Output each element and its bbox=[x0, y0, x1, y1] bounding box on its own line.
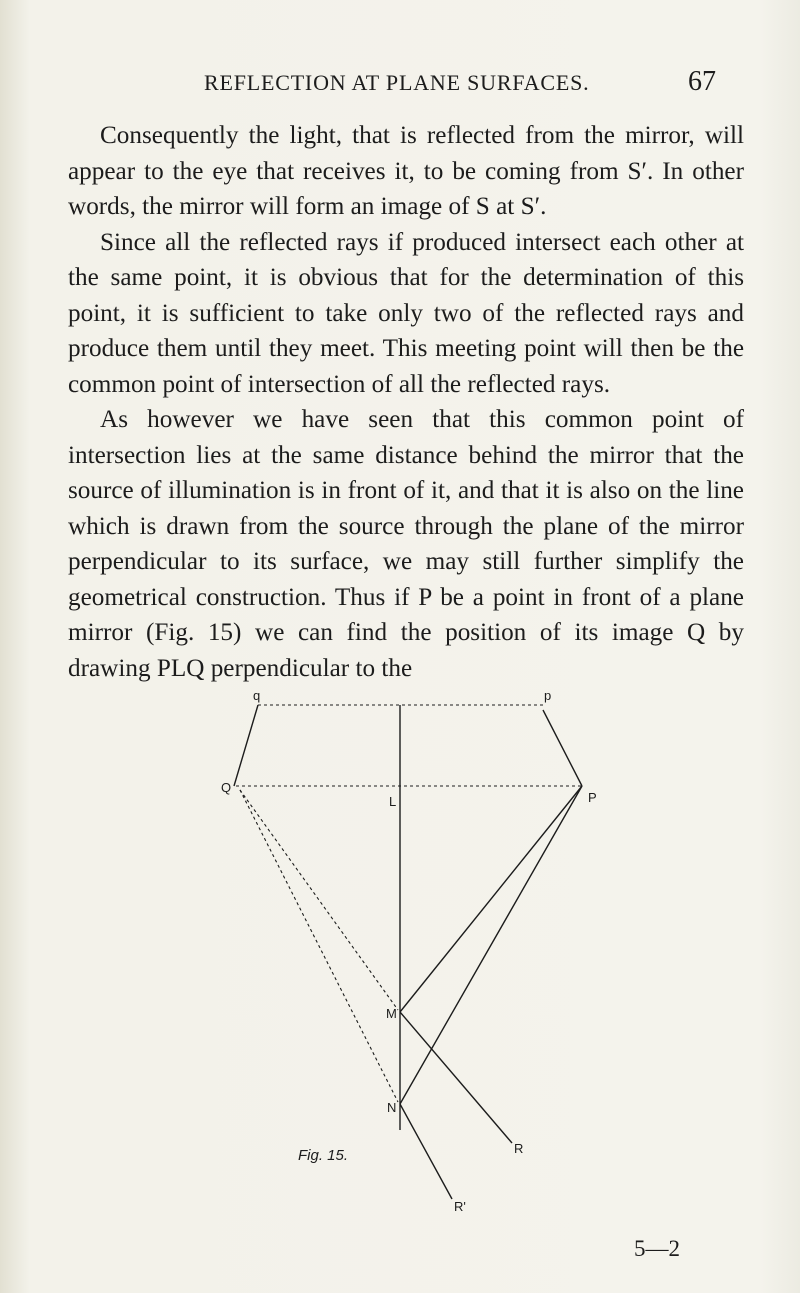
figure-caption: Fig. 15. bbox=[298, 1147, 349, 1164]
label-N: N bbox=[387, 1100, 397, 1115]
line-Q-N bbox=[240, 790, 398, 1102]
label-q: q bbox=[253, 688, 261, 703]
paragraph-1: Consequently the light, that is reflected from the mirror, will appear to the eye that receives it, to be coming from S′. In other words, the mirror will form an image of S at S′. bbox=[68, 122, 744, 220]
label-R: R bbox=[514, 1141, 524, 1156]
ray-M-R bbox=[400, 1012, 512, 1143]
label-P: P bbox=[588, 790, 597, 805]
line-p-P bbox=[543, 710, 582, 786]
label-p-top: p bbox=[544, 688, 552, 703]
label-R-prime: R' bbox=[454, 1199, 466, 1214]
page-number: 67 bbox=[688, 66, 716, 97]
label-Q: Q bbox=[221, 780, 232, 795]
paragraph-3: As however we have seen that this common point of intersection lies at the same distance behind the mirror that the source of illumination is in front of it, and that it is also on the line which is drawn from the source through the plane of the mirror perpendicular to its surface, we may still further simplify the geometrical construction. Thus if P be a point in front of a plane mirror (Fig. 15) we can find the position of its image Q by drawing PLQ perpendicular to the bbox=[68, 406, 744, 682]
body-text bbox=[68, 118, 744, 686]
label-M: M bbox=[386, 1006, 397, 1021]
paragraph-2: Since all the reflected rays if produced intersect each other at the same point, it is obvious that for the determination of this point, it is sufficient to take only two of the reflected rays and produce them until they meet. This meeting point will then be the common point of intersection of all the reflected rays. bbox=[68, 228, 744, 398]
signature-mark: 5—2 bbox=[634, 1236, 680, 1261]
line-q-Q bbox=[234, 705, 258, 786]
label-L: L bbox=[389, 794, 397, 809]
line-Q-M bbox=[240, 790, 398, 1010]
ray-N-R-prime bbox=[400, 1104, 452, 1199]
ray-P-N bbox=[400, 786, 582, 1104]
ray-P-M bbox=[400, 786, 582, 1012]
running-title: REFLECTION AT PLANE SURFACES. bbox=[204, 70, 590, 95]
